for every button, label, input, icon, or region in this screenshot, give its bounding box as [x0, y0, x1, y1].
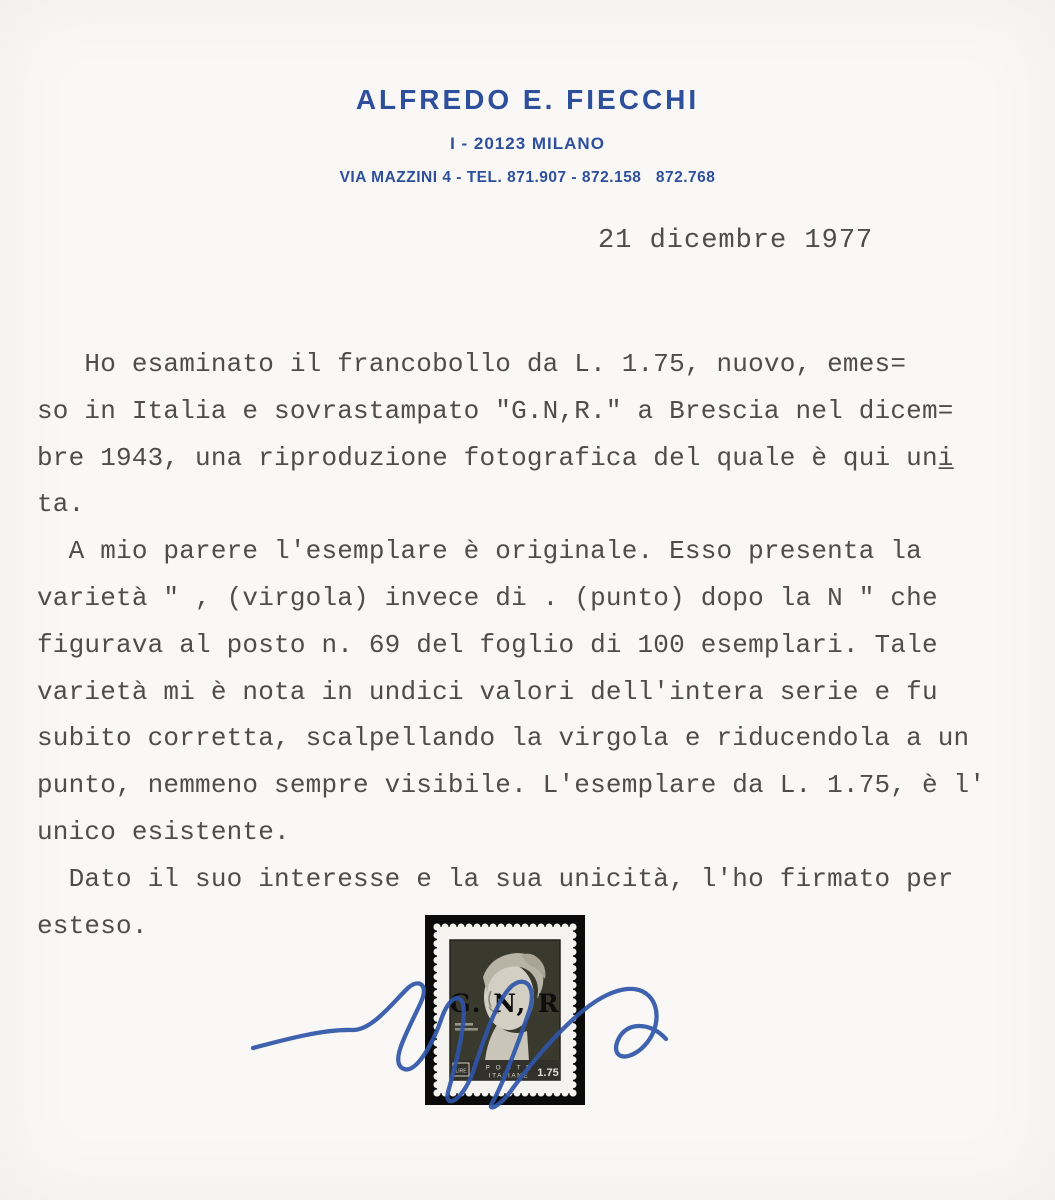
stamp-lire-label: LIRE: [455, 1068, 467, 1075]
stamp-value-band: [450, 1060, 560, 1080]
stamp-poste-line2: ITALIANE: [488, 1072, 530, 1080]
body-line: punto, nemmeno sempre visibile. L'esemplare da L. 1.75, è l': [37, 770, 986, 801]
body-line: Ho esaminato il francobollo da L. 1.75, nuovo, emes=: [37, 349, 907, 379]
letterhead-city: I - 20123 MILANO: [450, 134, 605, 153]
letterhead-name: ALFREDO E. FIECCHI: [355, 84, 700, 115]
date-line: 21 dicembre 1977: [598, 226, 874, 256]
letterhead-address: VIA MAZZINI 4 - TEL. 871.907 - 872.158 872.768: [339, 169, 716, 186]
body-line: Dato il suo interesse e la sua unicità, l'ho firmato per: [37, 863, 954, 894]
body-line: esteso.: [37, 910, 148, 941]
stamp-photo: [425, 915, 585, 1105]
body-line: unico esistente.: [37, 816, 290, 847]
stamp-overprint: G. N, R: [449, 989, 561, 1018]
body-line: subito corretta, scalpellando la virgola e riducendola a un: [37, 723, 970, 754]
body-line: A mio parere l'esemplare è originale. Esso presenta la: [37, 536, 922, 567]
body-line: figurava al posto n. 69 del foglio di 100 esemplari. Tale: [37, 629, 938, 660]
stamp-poste-line1: P O S T E: [485, 1064, 533, 1072]
stamp-value: 1.75: [537, 1067, 559, 1079]
body-line: so in Italia e sovrastampato "G.N,R." a Brescia nel dicem=: [37, 395, 954, 426]
stamp-svg: [425, 915, 585, 1105]
body-line: varietà mi è nota in undici valori dell'intera serie e fu: [37, 676, 938, 707]
body-line: ta.: [37, 489, 85, 520]
body-line: bre 1943, una riproduzione fotografica del quale è qui uni̲: [37, 442, 954, 473]
body-text: [37, 341, 1027, 949]
body-line: varietà " , (virgola) invece di . (punto) dopo la N " che: [37, 582, 938, 613]
